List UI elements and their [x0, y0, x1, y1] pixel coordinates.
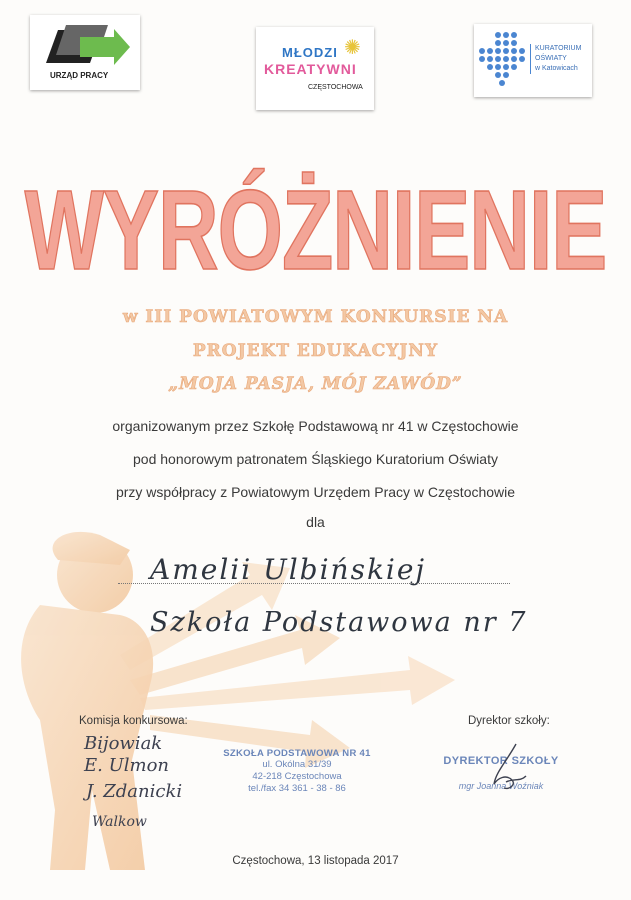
kuratorium-text-2: OŚWIATY	[535, 55, 567, 62]
school-stamp-title: SZKOŁA PODSTAWOWA NR 41	[223, 748, 371, 759]
school-stamp	[222, 748, 372, 795]
subtitle-line-2: PROJEKT EDUKACYJNY	[192, 341, 439, 361]
subtitle-line-1: w III POWIATOWYM KONKURSIE NA	[122, 307, 509, 327]
kuratorium-text-3: w Katowicach	[535, 65, 578, 72]
mlodzi-city-text: CZĘSTOCHOWA	[308, 84, 363, 91]
certificate-title: WYRÓŻNIENIE	[24, 166, 607, 294]
school-stamp-phone: tel./fax 34 361 - 38 - 86	[248, 783, 346, 794]
komisja-signature-1: Bijowiak	[84, 733, 163, 754]
cooperation-line: przy współpracy z Powiatowym Urzędem Pracy w Częstochowie	[115, 484, 516, 500]
dla-label: dla	[306, 514, 325, 530]
director-stamp-name: mgr Joanna Woźniak	[458, 781, 544, 791]
kuratorium-text-1: KURATORIUM	[535, 45, 582, 52]
recipient-dotted-line	[118, 583, 510, 584]
organizer-line: organizowanym przez Szkołę Podstawową nr 41 w Częstochowie	[112, 418, 519, 434]
dyrektor-label: Dyrektor szkoły:	[468, 715, 550, 727]
komisja-signature-2: E. Ulmon	[84, 755, 170, 776]
urzad-pracy-logo	[30, 15, 140, 90]
school-stamp-address: ul. Okólna 31/39	[262, 759, 332, 770]
kuratorium-dots-graphic	[478, 30, 528, 90]
mlodzi-kreatywni-logo	[256, 27, 374, 110]
komisja-signature-4: Walkow	[92, 814, 147, 830]
komisja-signature-3: J. Zdanicki	[86, 781, 183, 802]
subtitle-line-3: „MOJA PASJA, MÓJ ZAWÓD”	[168, 374, 463, 394]
komisja-label: Komisja konkursowa:	[79, 715, 188, 727]
arrow-shapes	[120, 562, 455, 768]
recipient-name: Amelii Ulbińskiej	[150, 553, 427, 586]
patronage-line: pod honorowym patronatem Śląskiego Kuratorium Oświaty	[133, 451, 498, 467]
lightbulb-icon: ✺	[344, 37, 361, 59]
kreatywni-text: KREATYWNI	[264, 61, 357, 77]
urzad-pracy-text: URZĄD PRACY	[50, 71, 109, 80]
mlodzi-text: MŁODZI	[282, 45, 338, 60]
school-stamp-city: 42-218 Częstochowa	[252, 771, 342, 782]
director-stamp-title: DYREKTOR SZKOŁY	[443, 755, 559, 767]
recipient-school: Szkoła Podstawowa nr 7	[150, 607, 528, 638]
place-date: Częstochowa, 13 listopada 2017	[232, 855, 399, 867]
kuratorium-logo	[474, 24, 592, 97]
director-signature-scribble	[476, 742, 536, 797]
